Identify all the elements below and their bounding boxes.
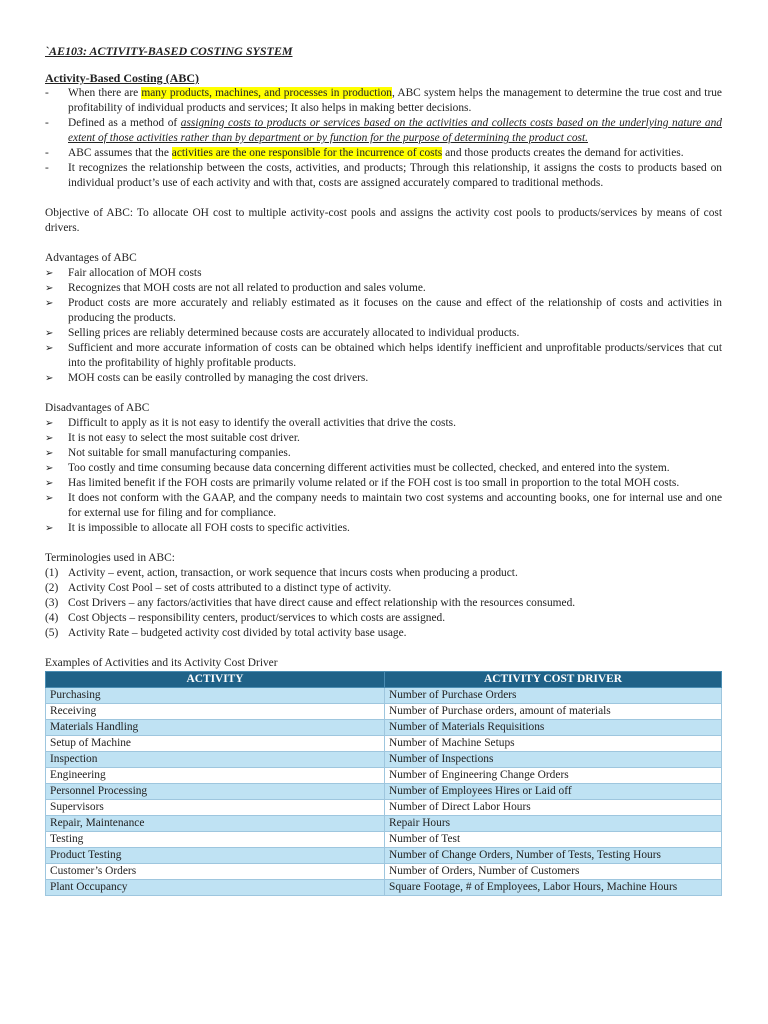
activity-cell: Receiving <box>46 704 385 720</box>
dash-marker: - <box>45 162 49 174</box>
abc-definition-list <box>45 86 722 191</box>
arrow-bullet-icon: ➢ <box>45 433 54 444</box>
column-header-activity: ACTIVITY <box>46 672 385 688</box>
driver-cell: Number of Direct Labor Hours <box>385 800 722 816</box>
activity-cell: Engineering <box>46 768 385 784</box>
advantages-heading: Advantages of ABC <box>45 252 137 264</box>
list-item-text: Recognizes that MOH costs are not all related to production and sales volume. <box>68 282 426 294</box>
text-run: Defined as a method of <box>68 117 181 129</box>
list-item <box>45 521 722 536</box>
list-item-text: It does not conform with the GAAP, and the company needs to maintain two cost systems and accounting books, one for internal use and one for external use for filing and for compliance. <box>68 492 722 519</box>
list-item <box>45 296 722 326</box>
dash-marker: - <box>45 87 49 99</box>
driver-cell: Number of Change Orders, Number of Tests, Testing Hours <box>385 848 722 864</box>
document-page <box>45 44 722 896</box>
activity-cell: Purchasing <box>46 688 385 704</box>
arrow-bullet-icon: ➢ <box>45 523 54 534</box>
dash-marker: - <box>45 147 49 159</box>
arrow-bullet-icon: ➢ <box>45 448 54 459</box>
activity-cell: Testing <box>46 832 385 848</box>
activity-cell: Inspection <box>46 752 385 768</box>
arrow-bullet-icon: ➢ <box>45 283 54 294</box>
table-row <box>46 880 722 896</box>
list-item-text: Selling prices are reliably determined because costs are accurately allocated to individual products. <box>68 327 520 339</box>
arrow-bullet-icon: ➢ <box>45 373 54 384</box>
item-number: (5) <box>45 627 59 639</box>
table-row <box>46 768 722 784</box>
list-item-text: Product costs are more accurately and reliably estimated as it focuses on the cause and effect of the relationship of costs and activities in producing the products. <box>68 297 722 324</box>
examples-heading: Examples of Activities and its Activity Cost Driver <box>45 657 278 669</box>
abc-heading: Activity-Based Costing (ABC) <box>45 71 199 85</box>
table-row <box>46 704 722 720</box>
driver-cell: Number of Purchase orders, amount of materials <box>385 704 722 720</box>
table-body <box>46 688 722 896</box>
list-item <box>45 566 722 581</box>
list-item <box>45 86 722 116</box>
driver-cell: Number of Purchase Orders <box>385 688 722 704</box>
list-item <box>45 446 722 461</box>
arrow-bullet-icon: ➢ <box>45 268 54 279</box>
list-item-text: Activity Cost Pool – set of costs attributed to a distinct type of activity. <box>68 582 392 594</box>
text-run: ABC assumes that the <box>68 147 172 159</box>
list-item-text: Difficult to apply as it is not easy to identify the overall activities that drive the costs. <box>68 417 456 429</box>
table-header-row <box>46 672 722 688</box>
text-run: When there are <box>68 87 142 99</box>
driver-cell: Number of Employees Hires or Laid off <box>385 784 722 800</box>
list-item <box>45 161 722 191</box>
activity-cell: Personnel Processing <box>46 784 385 800</box>
table-row <box>46 720 722 736</box>
arrow-bullet-icon: ➢ <box>45 493 54 504</box>
list-item-text: Cost Objects – responsibility centers, product/services to which costs are assigned. <box>68 612 446 624</box>
activity-cell: Customer’s Orders <box>46 864 385 880</box>
driver-cell: Square Footage, # of Employees, Labor Hours, Machine Hours <box>385 880 722 896</box>
list-item <box>45 626 722 641</box>
driver-cell: Number of Engineering Change Orders <box>385 768 722 784</box>
document-title: `AE103: ACTIVITY-BASED COSTING SYSTEM <box>45 44 293 58</box>
list-item <box>45 371 722 386</box>
text-run: and those products creates the demand for activities. <box>442 147 684 159</box>
driver-cell: Repair Hours <box>385 816 722 832</box>
list-item <box>45 581 722 596</box>
terminologies-heading: Terminologies used in ABC: <box>45 552 175 564</box>
disadvantages-list <box>45 416 722 536</box>
highlighted-text: many products, machines, and processes in production <box>141 87 392 99</box>
list-item <box>45 266 722 281</box>
table-row <box>46 848 722 864</box>
arrow-bullet-icon: ➢ <box>45 478 54 489</box>
activity-cell: Materials Handling <box>46 720 385 736</box>
list-item-text: It is not easy to select the most suitable cost driver. <box>68 432 300 444</box>
list-item <box>45 431 722 446</box>
list-item-text: MOH costs can be easily controlled by managing the cost drivers. <box>68 372 369 384</box>
list-item <box>45 476 722 491</box>
item-number: (2) <box>45 582 59 594</box>
arrow-bullet-icon: ➢ <box>45 343 54 354</box>
activity-cell: Plant Occupancy <box>46 880 385 896</box>
table-row <box>46 784 722 800</box>
column-header-driver: ACTIVITY COST DRIVER <box>385 672 722 688</box>
emphasized-text: assigning costs to products or services based on the activities and collects costs based on the underlying nature and extent of those activities rather than by department or by function for the purpose of determining the product cost. <box>68 117 722 144</box>
driver-cell: Number of Machine Setups <box>385 736 722 752</box>
item-number: (1) <box>45 567 59 579</box>
list-item-text: Cost Drivers – any factors/activities that have direct cause and effect relationship with the resources consumed. <box>68 597 576 609</box>
table-row <box>46 864 722 880</box>
table-row <box>46 816 722 832</box>
list-item <box>45 341 722 371</box>
list-item-text: Too costly and time consuming because data concerning different activities must be collected, checked, and entered into the system. <box>68 462 670 474</box>
activity-cell: Repair, Maintenance <box>46 816 385 832</box>
list-item-text: Has limited benefit if the FOH costs are primarily volume related or if the FOH cost is too small in proportion to the total MOH costs. <box>68 477 680 489</box>
table-row <box>46 832 722 848</box>
text-run: , ABC system helps the management to determine the true cost and true profitability of individual products and services; It also helps in making better decisions. <box>68 87 722 114</box>
list-item <box>45 326 722 341</box>
driver-cell: Number of Materials Requisitions <box>385 720 722 736</box>
table-row <box>46 736 722 752</box>
list-item <box>45 611 722 626</box>
activity-cell: Setup of Machine <box>46 736 385 752</box>
list-item <box>45 146 722 161</box>
activity-driver-table <box>45 671 722 896</box>
arrow-bullet-icon: ➢ <box>45 418 54 429</box>
arrow-bullet-icon: ➢ <box>45 328 54 339</box>
list-item-text: Activity Rate – budgeted activity cost divided by total activity base usage. <box>68 627 407 639</box>
table-row <box>46 800 722 816</box>
disadvantages-heading: Disadvantages of ABC <box>45 402 150 414</box>
activity-cell: Product Testing <box>46 848 385 864</box>
list-item-text: Not suitable for small manufacturing companies. <box>68 447 291 459</box>
list-item <box>45 461 722 476</box>
item-number: (3) <box>45 597 59 609</box>
advantages-list <box>45 266 722 386</box>
list-item <box>45 416 722 431</box>
arrow-bullet-icon: ➢ <box>45 298 54 309</box>
list-item-text: Fair allocation of MOH costs <box>68 267 202 279</box>
objective-paragraph: Objective of ABC: To allocate OH cost to multiple activity-cost pools and assigns the activity cost pools to products/services by means of cost drivers. <box>45 207 722 234</box>
list-item-text: Sufficient and more accurate information of costs can be obtained which helps identify inefficient and unprofitable products/services that cut into the profitability of highly profitable products. <box>68 342 722 369</box>
item-number: (4) <box>45 612 59 624</box>
list-item <box>45 116 722 146</box>
driver-cell: Number of Test <box>385 832 722 848</box>
table-row <box>46 752 722 768</box>
table-row <box>46 688 722 704</box>
list-item <box>45 596 722 611</box>
list-item-text: Activity – event, action, transaction, or work sequence that incurs costs when producing a product. <box>68 567 518 579</box>
driver-cell: Number of Inspections <box>385 752 722 768</box>
list-item-text: It is impossible to allocate all FOH costs to specific activities. <box>68 522 350 534</box>
highlighted-text: activities are the one responsible for the incurrence of costs <box>171 147 443 159</box>
list-item <box>45 281 722 296</box>
activity-cell: Supervisors <box>46 800 385 816</box>
dash-marker: - <box>45 117 49 129</box>
text-run: It recognizes the relationship between the costs, activities, and products; Through this relationship, it assigns the costs to products based on individual product’s use of each activity and with that, costs are assigned accurately compared to traditional methods. <box>68 162 722 189</box>
list-item <box>45 491 722 521</box>
driver-cell: Number of Orders, Number of Customers <box>385 864 722 880</box>
arrow-bullet-icon: ➢ <box>45 463 54 474</box>
terminologies-list <box>45 566 722 641</box>
